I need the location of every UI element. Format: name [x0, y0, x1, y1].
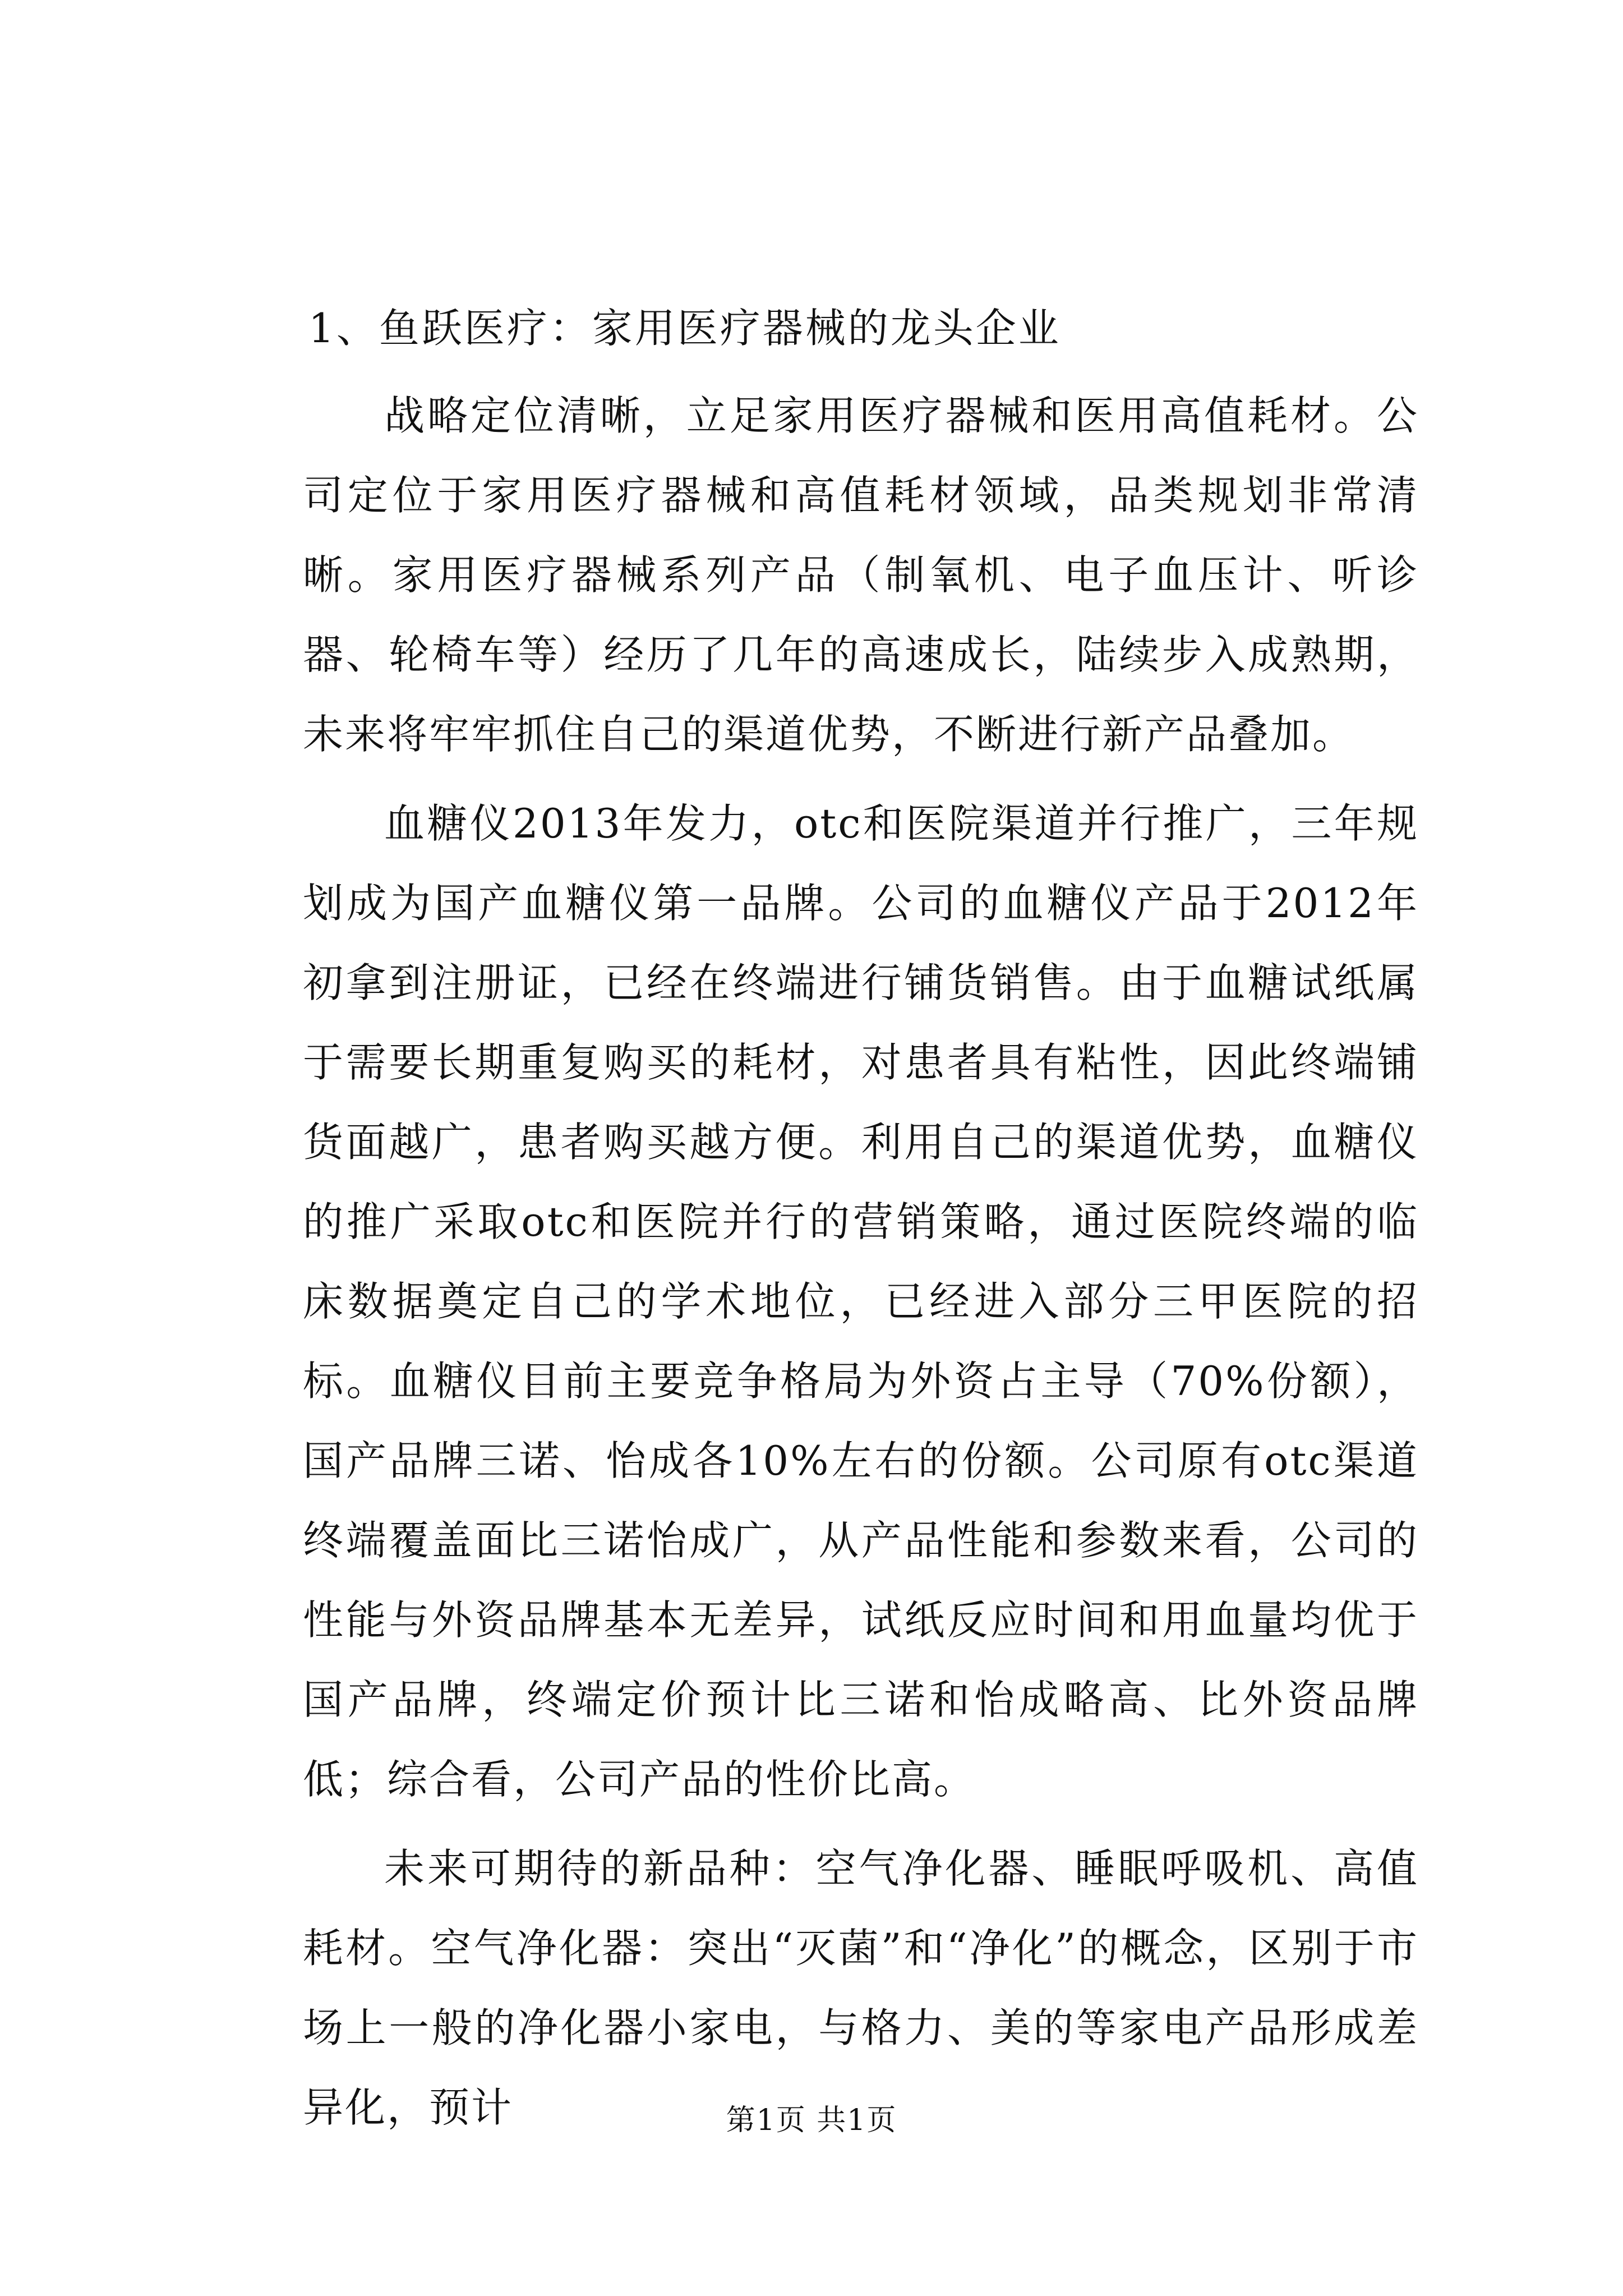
document-body — [303, 295, 1419, 2157]
page-footer: 第1页 共1页 — [726, 2104, 897, 2137]
paragraph-strategy: 战略定位清晰，立足家用医疗器械和医用高值耗材。公司定位于家用医疗器械和高值耗材领域，品类规划非常清晰。家用医疗器械系列产品（制氧机、电子血压计、听诊器、轮椅车等）经历了几年的高速成长，陆续步入成熟期，未来将牢牢抓住自己的渠道优势，不断进行新产品叠加。 — [303, 392, 1419, 758]
section-heading: 1、鱼跃医疗：家用医疗器械的龙头企业 — [308, 305, 1061, 352]
paragraph-glucose-meter: 血糖仪2013年发力，otc和医院渠道并行推广，三年规划成为国产血糖仪第一品牌。公司的血糖仪产品于2012年初拿到注册证，已经在终端进行铺货销售。由于血糖试纸属于需要长期重复购买的耗材，对患者具有粘性，因此终端铺货面越广，患者购买越方便。利用自己的渠道优势，血糖仪的推广采取otc和医院并行的营销策略，通过医院终端的临床数据奠定自己的学术地位，已经进入部分三甲医院的招标。血糖仪目前主要竞争格局为外资占主导（70%份额），国产品牌三诺、怡成各10%左右的份额。公司原有otc渠道终端覆盖面比三诺怡成广，从产品性能和参数来看，公司的性能与外资品牌基本无差异，试纸反应时间和用血量均优于国产品牌，终端定价预计比三诺和怡成略高、比外资品牌低；综合看，公司产品的性价比高。 — [303, 800, 1419, 1803]
paragraph-new-products: 未来可期待的新品种：空气净化器、睡眠呼吸机、高值耗材。空气净化器：突出“灭菌”和“净化”的概念，区别于市场上一般的净化器小家电，与格力、美的等家电产品形成差异化，预计 — [303, 1845, 1419, 2131]
